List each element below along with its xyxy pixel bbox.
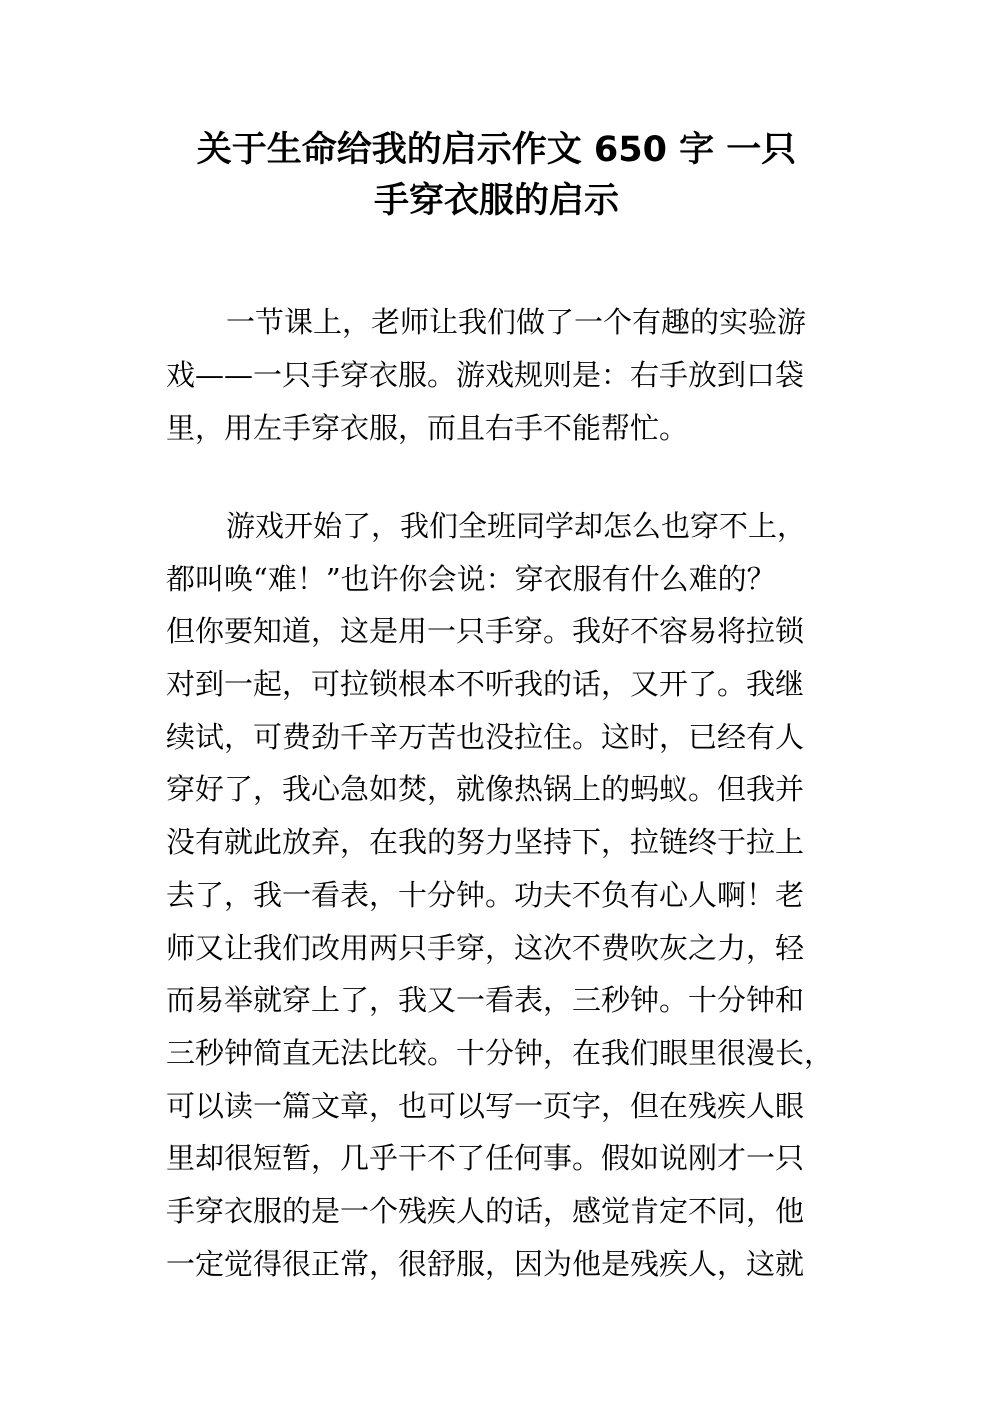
paragraph-line: 一节课上，老师让我们做了一个有趣的实验游 — [226, 305, 807, 339]
paragraph-line: 但你要知道，这是用一只手穿。我好不容易将拉锁 — [166, 614, 805, 649]
paragraph-line: 对到一起，可拉锁根本不听我的话，又开了。我继 — [166, 667, 805, 702]
paragraph-line: 续试，可费劲千辛万苦也没拉住。这时，已经有人 — [166, 719, 805, 754]
paragraph-line: 里，用左手穿衣服，而且右手不能帮忙。 — [166, 411, 689, 445]
paragraph-line: 而易举就穿上了，我又一看表，三秒钟。十分钟和 — [166, 983, 805, 1018]
paragraph-line: 穿好了，我心急如焚，就像热锅上的蚂蚁。但我并 — [166, 772, 805, 807]
paragraph-1 — [166, 296, 846, 455]
paragraph-line: 里却很短暂，几乎干不了任何事。假如说刚才一只 — [166, 1141, 805, 1176]
paragraph-line: 一定觉得很正常，很舒服，因为他是残疾人，这就 — [166, 1246, 805, 1281]
paragraph-line: 手穿衣服的是一个残疾人的话，感觉肯定不同，他 — [166, 1193, 805, 1228]
paragraph-line: 去了，我一看表，十分钟。功夫不负有心人啊！老 — [166, 877, 805, 912]
paragraph-line: 游戏开始了，我们全班同学却怎么也穿不上， — [226, 509, 807, 543]
paragraph-line: 戏——一只手穿衣服。游戏规则是：右手放到口袋 — [166, 358, 805, 392]
paragraph-line: 三秒钟简直无法比较。十分钟，在我们眼里很漫长， — [166, 1035, 834, 1070]
paragraph-line: 师又让我们改用两只手穿，这次不费吹灰之力，轻 — [166, 930, 805, 965]
document-title-line-2: 手穿衣服的启示 — [373, 181, 619, 221]
paragraph-2 — [166, 500, 846, 1290]
paragraph-line: 都叫唤“难！”也许你会说：穿衣服有什么难的？ — [166, 561, 776, 596]
paragraph-line: 可以读一篇文章，也可以写一页字，但在残疾人眼 — [166, 1088, 805, 1123]
document-title-line-1: 关于生命给我的启示作文 650 字 一只 — [196, 130, 797, 170]
paragraph-line: 没有就此放弃，在我的努力坚持下，拉链终于拉上 — [166, 825, 805, 860]
